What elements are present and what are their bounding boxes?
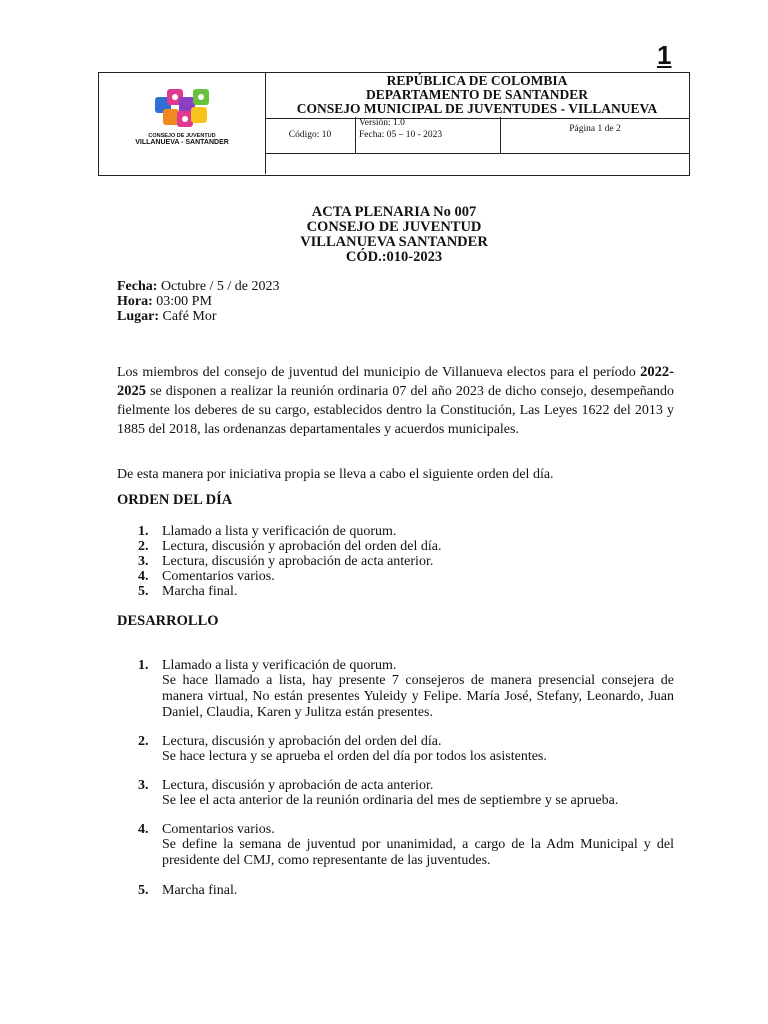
desarrollo-item-1 (138, 658, 396, 673)
hora-label: Hora: (117, 294, 153, 309)
fecha-value: Octubre / 5 / de 2023 (157, 279, 280, 294)
desarrollo-item-3 (138, 778, 433, 793)
desarrollo-item-4 (138, 822, 275, 837)
logo-cell (99, 73, 266, 174)
fecha-line (117, 279, 280, 294)
desarrollo-detail-2: Se hace lectura y se aprueba el orden del día por todos los asistentes. (162, 749, 547, 764)
orden-num: 2. (138, 539, 149, 554)
title-line3: VILLANUEVA SANTANDER (300, 234, 488, 250)
fecha-text: Fecha: 05 – 10 - 2023 (359, 130, 443, 140)
desarrollo-detail-1: Se hace llamado a lista, hay presente 7 consejeros de manera presencial consejera de manera virtual, No están presentes Yuleidy y Felipe. María José, Stefany, Leonardo, Juan Daniel, Claudia, Karen y Julitza están presentes. (162, 673, 674, 720)
desarrollo-text: Lectura, discusión y aprobación del orden del día. (162, 734, 442, 749)
puzzle-logo-icon (149, 83, 219, 133)
desarrollo-num: 1. (138, 658, 149, 673)
orden-num: 4. (138, 569, 149, 584)
lugar-label: Lugar: (117, 309, 159, 324)
desarrollo-text: Marcha final. (162, 883, 238, 898)
title-line4: CÓD.:010-2023 (345, 249, 443, 265)
orden-item-1 (138, 524, 396, 539)
intro-part1: Los miembros del consejo de juventud del municipio de Villanueva electos para el período (117, 365, 641, 380)
desarrollo-text: Llamado a lista y verificación de quorum. (162, 658, 397, 673)
header-info-row (265, 117, 689, 154)
document-header-table (98, 72, 690, 176)
codigo-cell: Código: 10 (265, 117, 356, 153)
hora-line (117, 294, 212, 309)
lugar-line (117, 309, 217, 324)
orden-text: Llamado a lista y verificación de quorum. (162, 524, 397, 539)
orden-text: Marcha final. (162, 584, 238, 599)
header-titles (265, 73, 689, 119)
desarrollo-detail-3: Se lee el acta anterior de la reunión ordinaria del mes de septiembre y se aprueba. (162, 793, 619, 808)
intro-part2: se disponen a realizar la reunión ordinaria 07 del año 2023 de dicho consejo, desempeñando fielmente los deberes de su cargo, establecidos dentro la Constitución, Las Leyes 1622 del 2013 y 1885 del 2018, las ordenanzas departamentales y acuerdos municipales. (117, 384, 674, 437)
logo-caption-line2: VILLANUEVA - SANTANDER (135, 139, 229, 146)
version-fecha-cell (355, 117, 501, 153)
pagina-cell: Página 1 de 2 (569, 124, 621, 134)
desarrollo-num: 2. (138, 734, 149, 749)
orden-item-4 (138, 569, 275, 584)
orden-num: 1. (138, 524, 149, 539)
intro-paragraph-2: De esta manera por iniciativa propia se lleva a cabo el siguiente orden del día. (117, 467, 554, 482)
intro-period: 2022-2025 (117, 364, 674, 399)
orden-item-5 (138, 584, 237, 599)
header-line3: CONSEJO MUNICIPAL DE JUVENTUDES - VILLANUEVA (296, 101, 658, 116)
desarrollo-text: Comentarios varios. (162, 822, 275, 837)
desarrollo-num: 5. (138, 883, 149, 898)
orden-title: ORDEN DEL DÍA (117, 492, 233, 508)
orden-item-3 (138, 554, 433, 569)
header-line2: DEPARTAMENTO DE SANTANDER (365, 87, 589, 102)
fecha-label: Fecha: (117, 279, 158, 294)
hora-value: 03:00 PM (152, 294, 212, 309)
desarrollo-text: Lectura, discusión y aprobación de acta anterior. (162, 778, 434, 793)
orden-text: Lectura, discusión y aprobación de acta anterior. (162, 554, 434, 569)
orden-num: 5. (138, 584, 149, 599)
desarrollo-num: 4. (138, 822, 149, 837)
header-line1: REPÚBLICA DE COLOMBIA (386, 73, 568, 88)
lugar-value: Café Mor (159, 309, 217, 324)
desarrollo-item-2 (138, 734, 442, 749)
page-number: 1 (657, 40, 672, 70)
orden-item-2 (138, 539, 442, 554)
version-text: Versión: 1.0 (359, 118, 405, 128)
desarrollo-item-5 (138, 883, 237, 898)
orden-text: Lectura, discusión y aprobación del orden del día. (162, 539, 442, 554)
title-line1: ACTA PLENARIA No 007 (311, 204, 477, 220)
desarrollo-num: 3. (138, 778, 149, 793)
desarrollo-detail-4: Se define la semana de juventud por unanimidad, a cargo de la Adm Municipal y del presidente del CMJ, como representante de las juventudes. (162, 837, 674, 868)
orden-num: 3. (138, 554, 149, 569)
intro-paragraph (117, 363, 674, 439)
orden-text: Comentarios varios. (162, 569, 275, 584)
desarrollo-title: DESARROLLO (117, 613, 219, 629)
title-line2: CONSEJO DE JUVENTUD (306, 219, 482, 235)
logo-caption-line1: CONSEJO DE JUVENTUD (148, 133, 216, 139)
